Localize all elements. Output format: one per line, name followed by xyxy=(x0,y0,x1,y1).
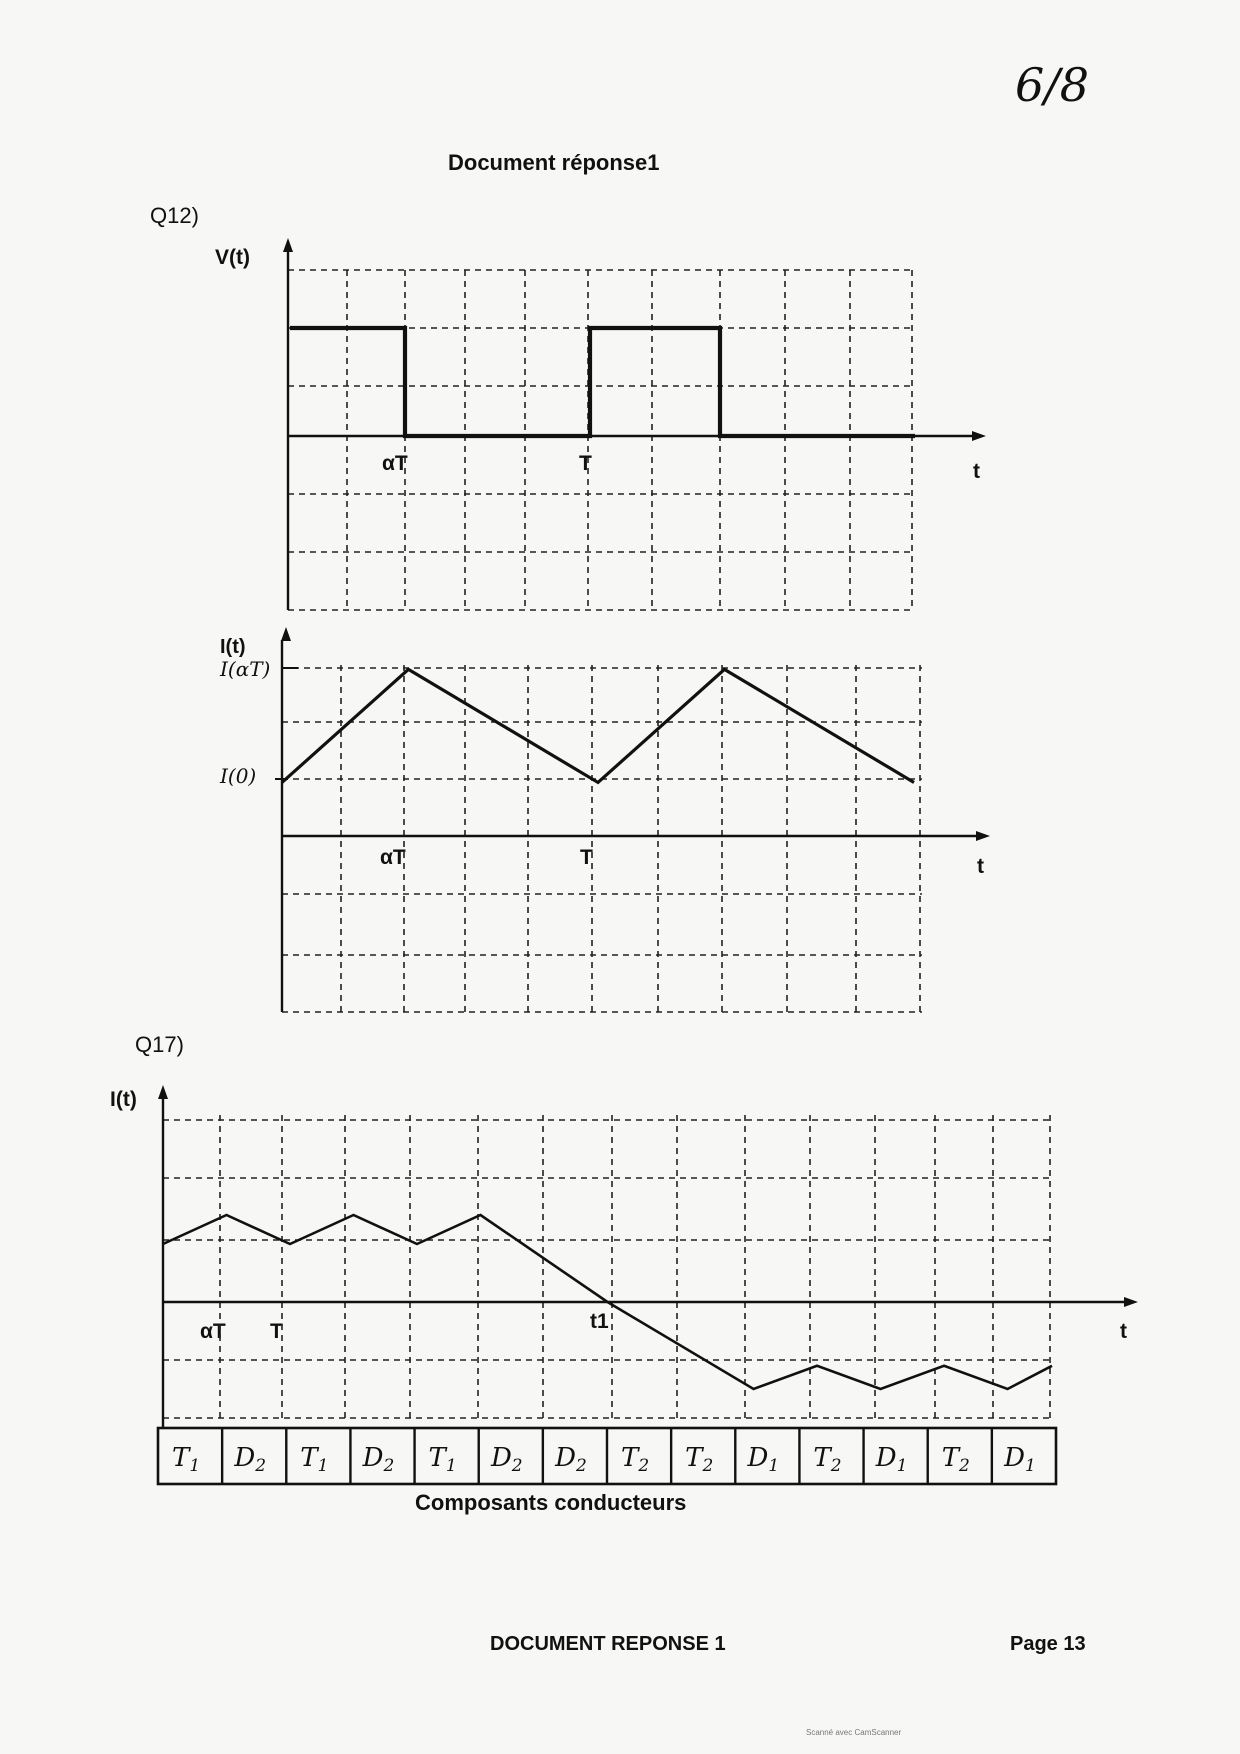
q17-label: Q17) xyxy=(135,1032,184,1057)
component-cell-label: D2 xyxy=(234,1443,267,1476)
voltage-tick-T: T xyxy=(579,452,592,475)
component-cell-label: D1 xyxy=(747,1443,780,1476)
current-level-high-label: I(αT) xyxy=(220,657,271,681)
q17-tick-alphaT: αT xyxy=(200,1320,226,1343)
footer-title: DOCUMENT REPONSE 1 xyxy=(490,1633,726,1655)
footer-page: Page 13 xyxy=(1010,1633,1086,1655)
current-grid xyxy=(282,665,922,1012)
component-cell-label: T2 xyxy=(941,1443,970,1476)
component-cell-label: D1 xyxy=(875,1443,908,1476)
component-cell-label: D2 xyxy=(555,1443,587,1476)
component-cell-label: T2 xyxy=(620,1443,650,1476)
voltage-x-arrow xyxy=(972,431,986,441)
component-cell-label: T1 xyxy=(300,1443,329,1476)
component-cell-label: T1 xyxy=(171,1443,201,1476)
document-title: Document réponse1 xyxy=(448,150,660,175)
q17-grid xyxy=(163,1115,1052,1418)
q12-label: Q12) xyxy=(150,203,199,228)
q17-tick-T: T xyxy=(270,1320,283,1343)
scanner-note: Scanné avec CamScanner xyxy=(806,1728,902,1737)
q17-y-arrow xyxy=(158,1085,168,1099)
voltage-grid xyxy=(288,270,915,610)
current-ylabel: I(t) xyxy=(220,636,246,658)
components-caption: Composants conducteurs xyxy=(415,1490,687,1515)
component-cell-label: T1 xyxy=(428,1443,457,1476)
component-cell-label: D1 xyxy=(1004,1443,1036,1476)
current-xlabel: t xyxy=(977,855,984,878)
voltage-xlabel: t xyxy=(973,460,980,483)
voltage-ylabel: V(t) xyxy=(215,246,250,269)
q17-tick-t1: t1 xyxy=(590,1310,609,1333)
page-mark: 6/8 xyxy=(1015,58,1090,112)
current-waveform xyxy=(282,669,914,782)
component-cell-label: D2 xyxy=(362,1443,395,1476)
component-cell-label: T2 xyxy=(685,1443,714,1476)
components-table xyxy=(158,1428,1056,1484)
q17-x-arrow xyxy=(1124,1297,1138,1307)
q17-xlabel: t xyxy=(1120,1320,1127,1343)
current-y-arrow xyxy=(281,627,291,641)
q17-ylabel: I(t) xyxy=(110,1088,137,1111)
voltage-y-arrow xyxy=(283,238,293,252)
component-cell-label: D2 xyxy=(490,1443,523,1476)
current-level-low-label: I(0) xyxy=(220,764,257,788)
current-x-arrow xyxy=(976,831,990,841)
voltage-tick-alphaT: αT xyxy=(382,452,408,475)
current-tick-T: T xyxy=(580,846,593,869)
voltage-waveform xyxy=(290,328,915,436)
current-tick-alphaT: αT xyxy=(380,846,406,869)
component-cell-label: T2 xyxy=(813,1443,842,1476)
